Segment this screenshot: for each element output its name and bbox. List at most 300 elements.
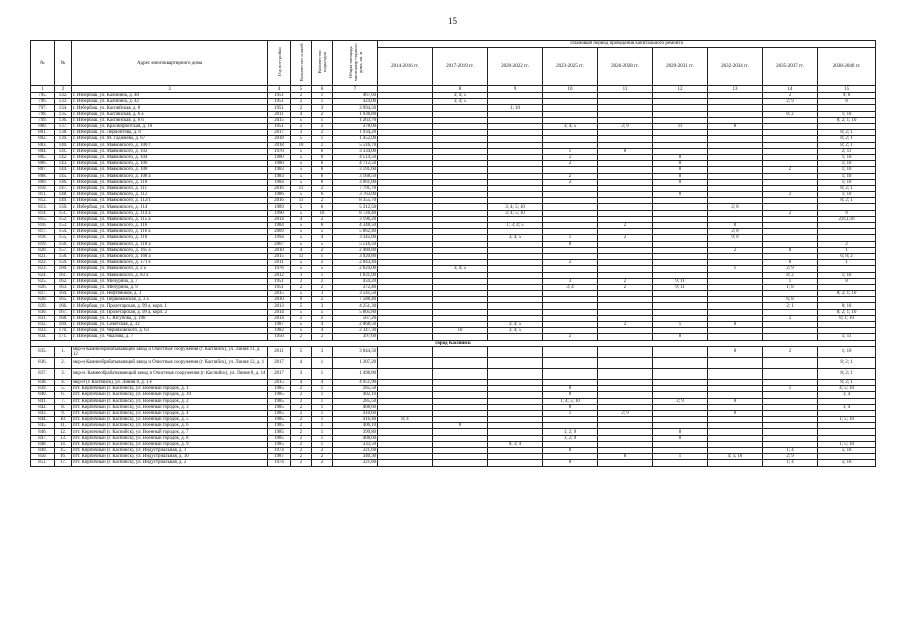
address-cell: г. Избербаш, ул. Маяковского, д. 168 а xyxy=(72,253,268,259)
attribute-cell: 1 xyxy=(312,392,333,398)
address-cell: г. Избербаш, ул. Калинина, д. 40 xyxy=(72,93,268,99)
period-cell: 1; 5; 10 xyxy=(818,441,876,447)
attribute-cell: 1989 xyxy=(268,204,291,210)
address-cell: г. Избербаш, ул. Каспийская, д. 6 а xyxy=(72,111,268,117)
attribute-cell: 1951 xyxy=(268,284,291,290)
address-cell: мкр-н Камнеобрабатывающий завод и Очистные сооружения (г. Каспийск), ул. Линия 11, д. 12 xyxy=(72,346,268,357)
attribute-cell: 2 624,00 xyxy=(333,266,378,272)
index-cell: 813. xyxy=(31,204,55,210)
period-cell: 8 xyxy=(708,223,763,229)
attribute-cell: 2 xyxy=(312,247,333,253)
attribute-cell: 416,40 xyxy=(333,417,378,423)
index-cell: 134. xyxy=(55,105,72,111)
index-cell: 137. xyxy=(55,124,72,130)
period-cell: 8 xyxy=(653,435,708,441)
attribute-cell: 408,60 xyxy=(333,435,378,441)
attribute-cell: 6 xyxy=(312,161,333,167)
attribute-cell: 4 251,30 xyxy=(333,303,378,309)
period-cell: 8; 2; 1 xyxy=(818,357,876,368)
index-cell: 170. xyxy=(55,328,72,334)
attribute-cell: 2 xyxy=(291,124,312,130)
period-cell xyxy=(543,346,598,357)
period-cell xyxy=(598,357,653,368)
attribute-cell: 1 xyxy=(312,417,333,423)
header-column-numbers-row xyxy=(31,86,876,93)
header-area-text: Общая площадь многоквар-тирного дома, кв. м xyxy=(347,43,363,81)
attribute-cell: 1 xyxy=(312,136,333,142)
period-cell: 1 xyxy=(543,148,598,154)
index-cell: 149. xyxy=(55,198,72,204)
index-cell: 136. xyxy=(55,117,72,123)
attribute-cell: 5 xyxy=(291,173,312,179)
attribute-cell: 5 xyxy=(291,154,312,160)
attribute-cell: 5 xyxy=(312,266,333,272)
index-cell: 822. xyxy=(31,260,55,266)
period-cell: 9; 11 xyxy=(653,284,708,290)
address-cell: г. Избербаш, ул. Пролетарская, д. 99 а, корп. 2 xyxy=(72,309,268,315)
attribute-cell: 5 805,80 xyxy=(333,309,378,315)
period-cell: 5; 10 xyxy=(818,460,876,466)
attribute-cell: 2 xyxy=(291,99,312,105)
period-cell: 8; 2; 1 xyxy=(818,185,876,191)
index-cell: 805. xyxy=(31,154,55,160)
attribute-cell: 3 044,50 xyxy=(333,346,378,357)
attribute-cell: 1 263,70 xyxy=(333,117,378,123)
period-cell: 2; 9 xyxy=(763,266,818,272)
attribute-cell: 1985 xyxy=(268,441,291,447)
period-cell: 8; 2; 1 xyxy=(818,379,876,385)
period-cell: 2 xyxy=(598,278,653,284)
period-cell: 3; 4; 5 xyxy=(488,322,543,328)
attribute-cell: 5 xyxy=(291,241,312,247)
index-cell: 140. xyxy=(55,142,72,148)
attribute-cell: 3 xyxy=(312,105,333,111)
attribute-cell: 1990 xyxy=(268,210,291,216)
period-cell: 2; 9 xyxy=(598,124,653,130)
attribute-cell: 5 xyxy=(291,266,312,272)
index-cell: 167. xyxy=(55,309,72,315)
period-cell: 6; 8 xyxy=(763,297,818,303)
period-cell: 8; 2 xyxy=(763,272,818,278)
period-cell: 1; 8 xyxy=(763,284,818,290)
column-number-14: 14 xyxy=(763,86,818,93)
address-cell: г. Избербаш, ул. Маяковского, д. 108 а xyxy=(72,173,268,179)
attribute-cell: 3 545,50 xyxy=(333,291,378,297)
address-cell: г. Избербаш, ул. Пролетарская, д. 99 а, корп. 1 xyxy=(72,303,268,309)
attribute-cell: 6 xyxy=(312,223,333,229)
attribute-cell: 2 xyxy=(291,386,312,392)
attribute-cell: 5 xyxy=(312,309,333,315)
attribute-cell: 4 xyxy=(291,357,312,368)
address-cell: г. Избербаш, ул. Маяковского, д. 108 xyxy=(72,167,268,173)
address-cell: г. Избербаш, ул. Маяковского, д. 112/1 xyxy=(72,198,268,204)
column-number-3: 3 xyxy=(72,86,268,93)
period-cell: 8 xyxy=(818,278,876,284)
attribute-cell: 2 xyxy=(312,111,333,117)
attribute-cell: 1 xyxy=(312,93,333,99)
attribute-cell: 3 xyxy=(312,346,333,357)
period-cell xyxy=(763,368,818,379)
attribute-cell: 5 xyxy=(291,148,312,154)
column-number-8: 8 xyxy=(433,86,488,93)
period-cell: 2; 1 xyxy=(763,303,818,309)
period-cell: 8; 2; 1 xyxy=(818,368,876,379)
attribute-cell: 408,60 xyxy=(333,404,378,410)
index-cell: 17. xyxy=(55,460,72,466)
index-cell: 830. xyxy=(31,309,55,315)
header-entrances xyxy=(312,41,333,86)
period-cell: 1; 11 xyxy=(818,334,876,340)
attribute-cell: 4 951,90 xyxy=(333,379,378,385)
index-cell: 14. xyxy=(55,441,72,447)
address-cell: г. Избербаш, ул. Каспийская, д. 8 xyxy=(72,105,268,111)
table-row xyxy=(31,368,876,379)
attribute-cell: 3 xyxy=(312,303,333,309)
attribute-cell: 5 xyxy=(291,161,312,167)
index-cell: 849. xyxy=(31,448,55,454)
index-cell: 851. xyxy=(31,460,55,466)
period-cell: 8 xyxy=(653,173,708,179)
period-cell: 8 xyxy=(543,448,598,454)
attribute-cell: 2014 xyxy=(268,309,291,315)
attribute-cell: 7 588,40 xyxy=(333,297,378,303)
column-number-9: 9 xyxy=(488,86,543,93)
attribute-cell: 285,50 xyxy=(333,398,378,404)
period-cell: 2 xyxy=(763,210,818,216)
address-cell: г. Избербаш, ул. Маяковского, д. 106 xyxy=(72,161,268,167)
header-entrances-text: Количество подъездов xyxy=(317,50,327,74)
attribute-cell: 321,60 xyxy=(333,448,378,454)
period-cell: 8; 2; 1; 10 xyxy=(818,117,876,123)
index-cell: 153. xyxy=(55,223,72,229)
index-cell: 138. xyxy=(55,130,72,136)
attribute-cell: 2 xyxy=(291,460,312,466)
index-cell: 11. xyxy=(55,423,72,429)
attribute-cell: 1951 xyxy=(268,105,291,111)
attribute-cell: 3 763,00 xyxy=(333,192,378,198)
period-cell: 1; 4 xyxy=(763,460,818,466)
period-cell: 8 xyxy=(818,99,876,105)
period-cell: 1; 4 xyxy=(818,404,876,410)
attribute-cell: 1951 xyxy=(268,99,291,105)
attribute-cell: 410,60 xyxy=(333,410,378,416)
attribute-cell: 2 xyxy=(312,448,333,454)
index-cell: 815. xyxy=(31,216,55,222)
attribute-cell: 567,20 xyxy=(333,315,378,321)
attribute-cell: 399,80 xyxy=(333,429,378,435)
index-cell: 141. xyxy=(55,148,72,154)
address-cell: мкр-н (г. Каспийск), ул. Линия 8, д. 1 е xyxy=(72,379,268,385)
index-cell: 838. xyxy=(31,379,55,385)
index-cell: 831. xyxy=(31,315,55,321)
attribute-cell: 5 xyxy=(291,346,312,357)
address-cell: г. Избербаш, ул. Мичурина, д. 7 xyxy=(72,278,268,284)
index-cell: 157. xyxy=(55,247,72,253)
index-cell: 12. xyxy=(55,429,72,435)
period-cell: 2 xyxy=(598,223,653,229)
period-cell: 2; 9 xyxy=(653,398,708,404)
address-cell: г. Избербаш, ул. Советская, д. 32 xyxy=(72,322,268,328)
index-cell: 168. xyxy=(55,315,72,321)
address-cell: г. Избербаш, ул. Каспийская, д. 6 б xyxy=(72,117,268,123)
attribute-cell: 1987 xyxy=(268,322,291,328)
attribute-cell: 2 xyxy=(291,441,312,447)
address-cell: г. Избербаш, ул. Маяковского, д. 118 xyxy=(72,235,268,241)
period-cell: 8; 4 xyxy=(378,417,433,423)
header-year-text: Год постройки xyxy=(276,47,282,77)
address-cell: г. Избербаш, ул. С. Юсупова, д. 190 xyxy=(72,315,268,321)
attribute-cell: 6 xyxy=(312,167,333,173)
column-number-11: 11 xyxy=(598,86,653,93)
index-cell: 826. xyxy=(31,284,55,290)
attribute-cell: 1 xyxy=(312,435,333,441)
attribute-cell: 2 xyxy=(291,105,312,111)
attribute-cell: 1 xyxy=(312,272,333,278)
attribute-cell: 1 xyxy=(312,386,333,392)
attribute-cell: 2 xyxy=(291,429,312,435)
address-cell: мкр-н. Камнеобрабатывающий завод и Очистные сооружения (г. Каспийск), ул. Линия 8, д. 14 xyxy=(72,368,268,379)
index-cell: 844. xyxy=(31,417,55,423)
address-cell: г. Избербаш, ул. Маяковского, д. 118 а xyxy=(72,241,268,247)
period-cell: 1 xyxy=(543,410,598,416)
period-cell: 4; 5; 10 xyxy=(818,386,876,392)
attribute-cell: 1994 xyxy=(268,235,291,241)
attribute-cell: 8 355,70 xyxy=(333,198,378,204)
attribute-cell: 5 xyxy=(291,136,312,142)
address-cell: г. Избербаш, ул. Калинина, д. 42 xyxy=(72,99,268,105)
index-cell: 147. xyxy=(55,185,72,191)
attribute-cell: 333,50 xyxy=(333,441,378,447)
period-cell: 8; 1; 10 xyxy=(818,315,876,321)
period-cell: 2 xyxy=(543,173,598,179)
attribute-cell: 2 xyxy=(312,460,333,466)
period-cell: 8 xyxy=(708,398,763,404)
index-cell: 807. xyxy=(31,167,55,173)
attribute-cell: 2011 xyxy=(268,346,291,357)
period-cell: 8 xyxy=(763,260,818,266)
attribute-cell: 2 xyxy=(312,260,333,266)
attribute-cell: 10 xyxy=(291,142,312,148)
header-pp: № xyxy=(31,41,55,86)
period-cell: 2 xyxy=(543,334,598,340)
address-cell: г. Избербаш, ул. Маяковского, д. 165 а xyxy=(72,247,268,253)
attribute-cell: 1980 xyxy=(268,154,291,160)
period-cell: 8 xyxy=(653,192,708,198)
period-cell: 1; 2; 9 xyxy=(543,435,598,441)
index-cell: 836. xyxy=(31,357,55,368)
period-cell: 8 xyxy=(543,386,598,392)
period-cell: 2; 9 xyxy=(763,454,818,460)
attribute-cell: 2 xyxy=(312,216,333,222)
period-cell: 6; 8; 2 xyxy=(818,253,876,259)
attribute-cell: 467,60 xyxy=(333,93,378,99)
header-period: Плановый период проведения капитального ремонта xyxy=(378,41,876,48)
period-cell: 10 xyxy=(433,328,488,334)
attribute-cell: 372,40 xyxy=(333,284,378,290)
period-cell: 2; 8 xyxy=(708,229,763,235)
period-cell xyxy=(543,357,598,368)
attribute-cell: 3 168,50 xyxy=(333,173,378,179)
address-cell: г. Избербаш, ул. Маяковского, д. 2 а xyxy=(72,266,268,272)
index-cell: 155. xyxy=(55,235,72,241)
header-period-2: 2020-2022 гг. xyxy=(488,47,543,85)
attribute-cell: 2 xyxy=(291,423,312,429)
column-number-13: 13 xyxy=(708,86,763,93)
attribute-cell: 1985 xyxy=(268,435,291,441)
attribute-cell: 3 920,80 xyxy=(333,253,378,259)
period-cell: 5; 10 xyxy=(818,448,876,454)
column-number-7: 7 xyxy=(333,86,378,93)
period-cell: 1; 10 xyxy=(818,161,876,167)
index-cell: 800. xyxy=(31,124,55,130)
attribute-cell: 4 514,50 xyxy=(333,154,378,160)
period-cell: 8 xyxy=(708,346,763,357)
period-cell: 2 xyxy=(543,161,598,167)
attribute-cell: 1 xyxy=(312,398,333,404)
attribute-cell: 2 xyxy=(312,142,333,148)
attribute-cell: 1 xyxy=(312,404,333,410)
address-cell: пгт. Кирпичный (г. Каспийск), ул. Военный городок, д. 4 xyxy=(72,410,268,416)
attribute-cell: 1 307,20 xyxy=(333,357,378,368)
address-cell: г. Избербаш, ул. Маяковского, д. 114 xyxy=(72,204,268,210)
period-cell: 3; 4 xyxy=(543,284,598,290)
header-period-6: 2032-2034 гг. xyxy=(708,47,763,85)
period-cell xyxy=(433,368,488,379)
period-cell: 8 xyxy=(708,124,763,130)
index-cell: 146. xyxy=(55,179,72,185)
index-cell: 169. xyxy=(55,322,72,328)
index-cell: 842. xyxy=(31,404,55,410)
index-cell: 171. xyxy=(55,334,72,340)
period-cell: 8; 2; 1 xyxy=(818,130,876,136)
address-cell: г. Избербаш, ул. Маяковского, д. 115 а xyxy=(72,216,268,222)
attribute-cell: 1985 xyxy=(268,417,291,423)
attribute-cell: 1951 xyxy=(268,278,291,284)
attribute-cell: 2011 xyxy=(268,260,291,266)
attribute-cell: 1985 xyxy=(268,429,291,435)
period-cell: 8 xyxy=(543,392,598,398)
attribute-cell: 2 068,50 xyxy=(333,322,378,328)
period-cell: 1; 10 xyxy=(818,154,876,160)
attribute-cell: 3 191,60 xyxy=(333,167,378,173)
index-cell: 161. xyxy=(55,272,72,278)
attribute-cell: 1985 xyxy=(268,392,291,398)
attribute-cell: 2 xyxy=(291,454,312,460)
period-cell: 3 xyxy=(543,278,598,284)
index-cell: 152. xyxy=(55,216,72,222)
header-floors xyxy=(291,41,312,86)
attribute-cell: 6 xyxy=(312,204,333,210)
period-cell: 3; 4; 5 xyxy=(543,124,598,130)
index-cell: 843. xyxy=(31,410,55,416)
attribute-cell: 5 xyxy=(291,235,312,241)
period-cell: 1 xyxy=(763,386,818,392)
index-cell: 3. xyxy=(55,368,72,379)
period-cell: 1; 3; 4; 5 xyxy=(488,223,543,229)
period-cell: 2 xyxy=(763,346,818,357)
address-cell: пгт. Кирпичный (г. Каспийск), ул. Военный городок, д. 5 xyxy=(72,417,268,423)
index-cell: 148. xyxy=(55,192,72,198)
capital-repair-table-container xyxy=(30,40,875,467)
attribute-cell: 1985 xyxy=(268,398,291,404)
index-cell: 145. xyxy=(55,173,72,179)
attribute-cell: 2015 xyxy=(268,253,291,259)
attribute-cell: 4 xyxy=(312,379,333,385)
attribute-cell: 5 xyxy=(291,229,312,235)
index-cell: 163. xyxy=(55,284,72,290)
page-number: 15 xyxy=(448,16,457,26)
attribute-cell: 2 xyxy=(312,130,333,136)
index-cell: 814. xyxy=(31,210,55,216)
table-row xyxy=(31,357,876,368)
attribute-cell: 2 xyxy=(312,454,333,460)
attribute-cell: 1 xyxy=(312,368,333,379)
address-cell: г. Избербаш, ул. Маяковского, д. 112 xyxy=(72,192,268,198)
address-cell: г. Избербаш, ул. Лермонтова, д. 8 xyxy=(72,130,268,136)
address-cell: мкр-н Камнеобрабатывающий завод и Очистные сооружения (г. Каспийск), ул. Линия 12, д. 1 xyxy=(72,357,268,368)
table-row xyxy=(31,346,876,357)
column-number-12: 12 xyxy=(653,86,708,93)
period-cell xyxy=(488,346,543,357)
attribute-cell: 1 xyxy=(312,423,333,429)
attribute-cell: 5 xyxy=(291,210,312,216)
period-cell xyxy=(598,346,653,357)
address-cell: г. Избербаш, ул. Маяковского, д. 114 а xyxy=(72,210,268,216)
attribute-cell: 5 xyxy=(312,229,333,235)
period-cell xyxy=(763,357,818,368)
period-cell: 2 xyxy=(708,247,763,253)
attribute-cell: 2018 xyxy=(268,136,291,142)
column-number-6: 6 xyxy=(312,86,333,93)
address-cell: пгт. Кирпичный (г. Каспийск), ул. Военный городок, д. 2 xyxy=(72,398,268,404)
period-cell: 1; 5; 10 xyxy=(818,417,876,423)
period-cell: 8; 2 xyxy=(763,111,818,117)
attribute-cell: 4 712,50 xyxy=(333,161,378,167)
index-cell: 797. xyxy=(31,105,55,111)
attribute-cell: 5 xyxy=(312,241,333,247)
index-cell: 144. xyxy=(55,167,72,173)
attribute-cell: 1 498,80 xyxy=(333,368,378,379)
index-cell: 806. xyxy=(31,161,55,167)
attribute-cell: 2 xyxy=(291,334,312,340)
period-cell xyxy=(488,357,543,368)
index-cell: 834. xyxy=(31,334,55,340)
period-cell: 2 xyxy=(763,167,818,173)
attribute-cell: 1 xyxy=(312,441,333,447)
period-cell xyxy=(378,460,433,466)
capital-repair-table xyxy=(30,40,876,467)
index-cell: 135. xyxy=(55,111,72,117)
index-cell: 160. xyxy=(55,266,72,272)
period-cell xyxy=(653,357,708,368)
index-cell: 2. xyxy=(55,357,72,368)
index-cell: 808. xyxy=(31,173,55,179)
column-number-empty xyxy=(378,86,433,93)
index-cell: 840. xyxy=(31,392,55,398)
address-cell: г. Избербаш, ул. Маяковского, д. 104 xyxy=(72,154,268,160)
period-cell: 8 xyxy=(433,423,488,429)
attribute-cell: 4 xyxy=(291,216,312,222)
column-number-2: 2 xyxy=(55,86,72,93)
index-cell: 15. xyxy=(55,448,72,454)
attribute-cell: 2016 xyxy=(268,198,291,204)
index-cell: 848. xyxy=(31,441,55,447)
attribute-cell: 2016 xyxy=(268,185,291,191)
attribute-cell: 2 480,80 xyxy=(333,247,378,253)
period-cell: 2 xyxy=(543,154,598,160)
index-cell: 16. xyxy=(55,454,72,460)
period-cell: 2;8;1;10 xyxy=(818,216,876,222)
